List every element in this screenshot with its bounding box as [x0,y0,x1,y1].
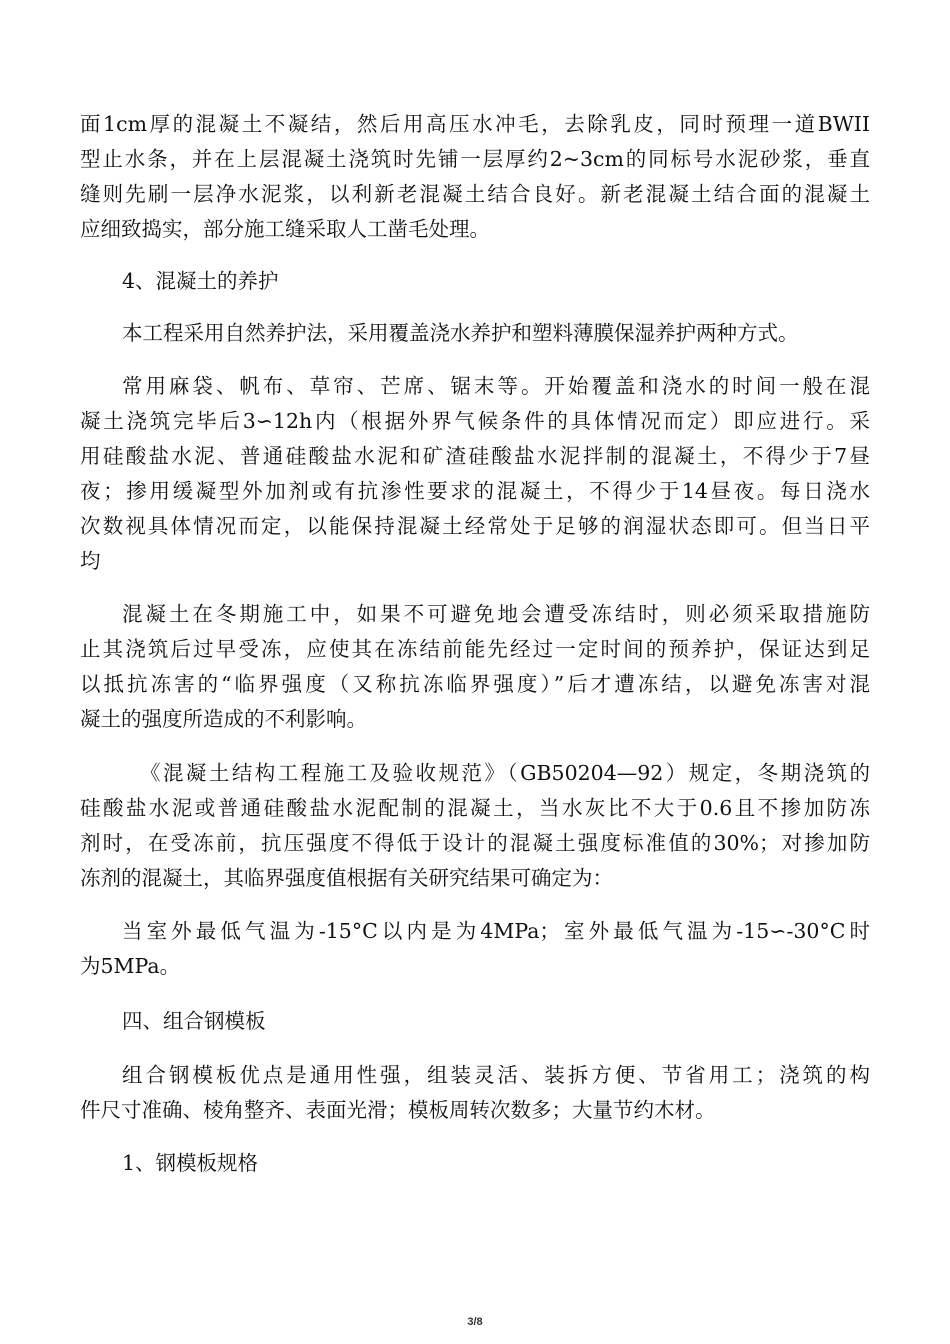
paragraph-line: 止其浇筑后过早受冻，应使其在冻结前能先经过一定时间的预养护，保证达到足 [80,637,870,661]
paragraph-line: 用硅酸盐水泥、普通硅酸盐水泥和矿渣硅酸盐水泥拌制的混凝土，不得少于7昼 [80,444,870,468]
paragraph-line: 冻剂的混凝土，其临界强度值根据有关研究结果可确定为： [80,866,613,890]
paragraph-line: 为5MPa。 [80,954,181,978]
paragraph-line: 当室外最低气温为-15°C以内是为4MPa；室外最低气温为-15∽-30°C时 [122,919,870,943]
paragraph-line: 夜；掺用缓凝型外加剂或有抗渗性要求的混凝土，不得少于14昼夜。每日浇水 [80,479,870,503]
paragraph-line: 面1cm厚的混凝土不凝结，然后用高压水冲毛，去除乳皮，同时预理一道BWII [80,112,870,136]
paragraph-line: 件尺寸准确、棱角整齐、表面光滑；模板周转次数多；大量节约木材。 [80,1098,716,1122]
paragraph-line: 剂时，在受冻前，抗压强度不得低于设计的混凝土强度标准值的30%；对掺加防 [80,831,870,855]
paragraph-line: 混凝土在冬期施工中，如果不可避免地会遭受冻结时，则必须采取措施防 [122,602,870,626]
section-heading: 4、混凝土的养护 [122,269,279,293]
paragraph-line: 常用麻袋、帆布、草帘、芒席、锯末等。开始覆盖和浇水的时间一般在混 [122,374,870,398]
paragraph-line: 次数视具体情况而定，以能保持混凝土经常处于足够的润湿状态即可。但当日平 [80,514,870,538]
page-number: 3/8 [467,1316,483,1328]
paragraph-line: 型止水条，并在上层混凝土浇筑时先铺一层厚约2~3cm的同标号水泥砂浆，垂直 [80,147,870,171]
paragraph-line: 凝土的强度所造成的不利影响。 [80,707,367,731]
paragraph-line: 以抵抗冻害的“临界强度（又称抗冻临界强度）”后才遭冻结，以避免冻害对混 [80,672,870,696]
section-heading: 四、组合钢模板 [122,1009,266,1033]
paragraph-line: 凝土浇筑完毕后3∽12h内（根据外界气候条件的具体情况而定）即应进行。采 [80,409,870,433]
paragraph-line: 硅酸盐水泥或普通硅酸盐水泥配制的混凝土，当水灰比不大于0.6且不掺加防冻 [80,796,870,820]
paragraph-line: 组合钢模板优点是通用性强，组装灵活、装拆方便、节省用工；浇筑的构 [122,1063,870,1087]
paragraph-line: 《混凝土结构工程施工及验收规范》（GB50204—92）规定，冬期浇筑的 [140,761,870,785]
paragraph-line: 缝则先刷一层净水泥浆，以利新老混凝土结合良好。新老混凝土结合面的混凝土 [80,182,870,206]
paragraph-line: 应细致捣实，部分施工缝采取人工凿毛处理。 [80,217,490,241]
paragraph-line: 均 [80,549,101,573]
paragraph-line: 本工程采用自然养护法，采用覆盖浇水养护和塑料薄膜保湿养护两种方式。 [122,321,799,345]
section-heading: 1、钢模板规格 [122,1151,259,1175]
